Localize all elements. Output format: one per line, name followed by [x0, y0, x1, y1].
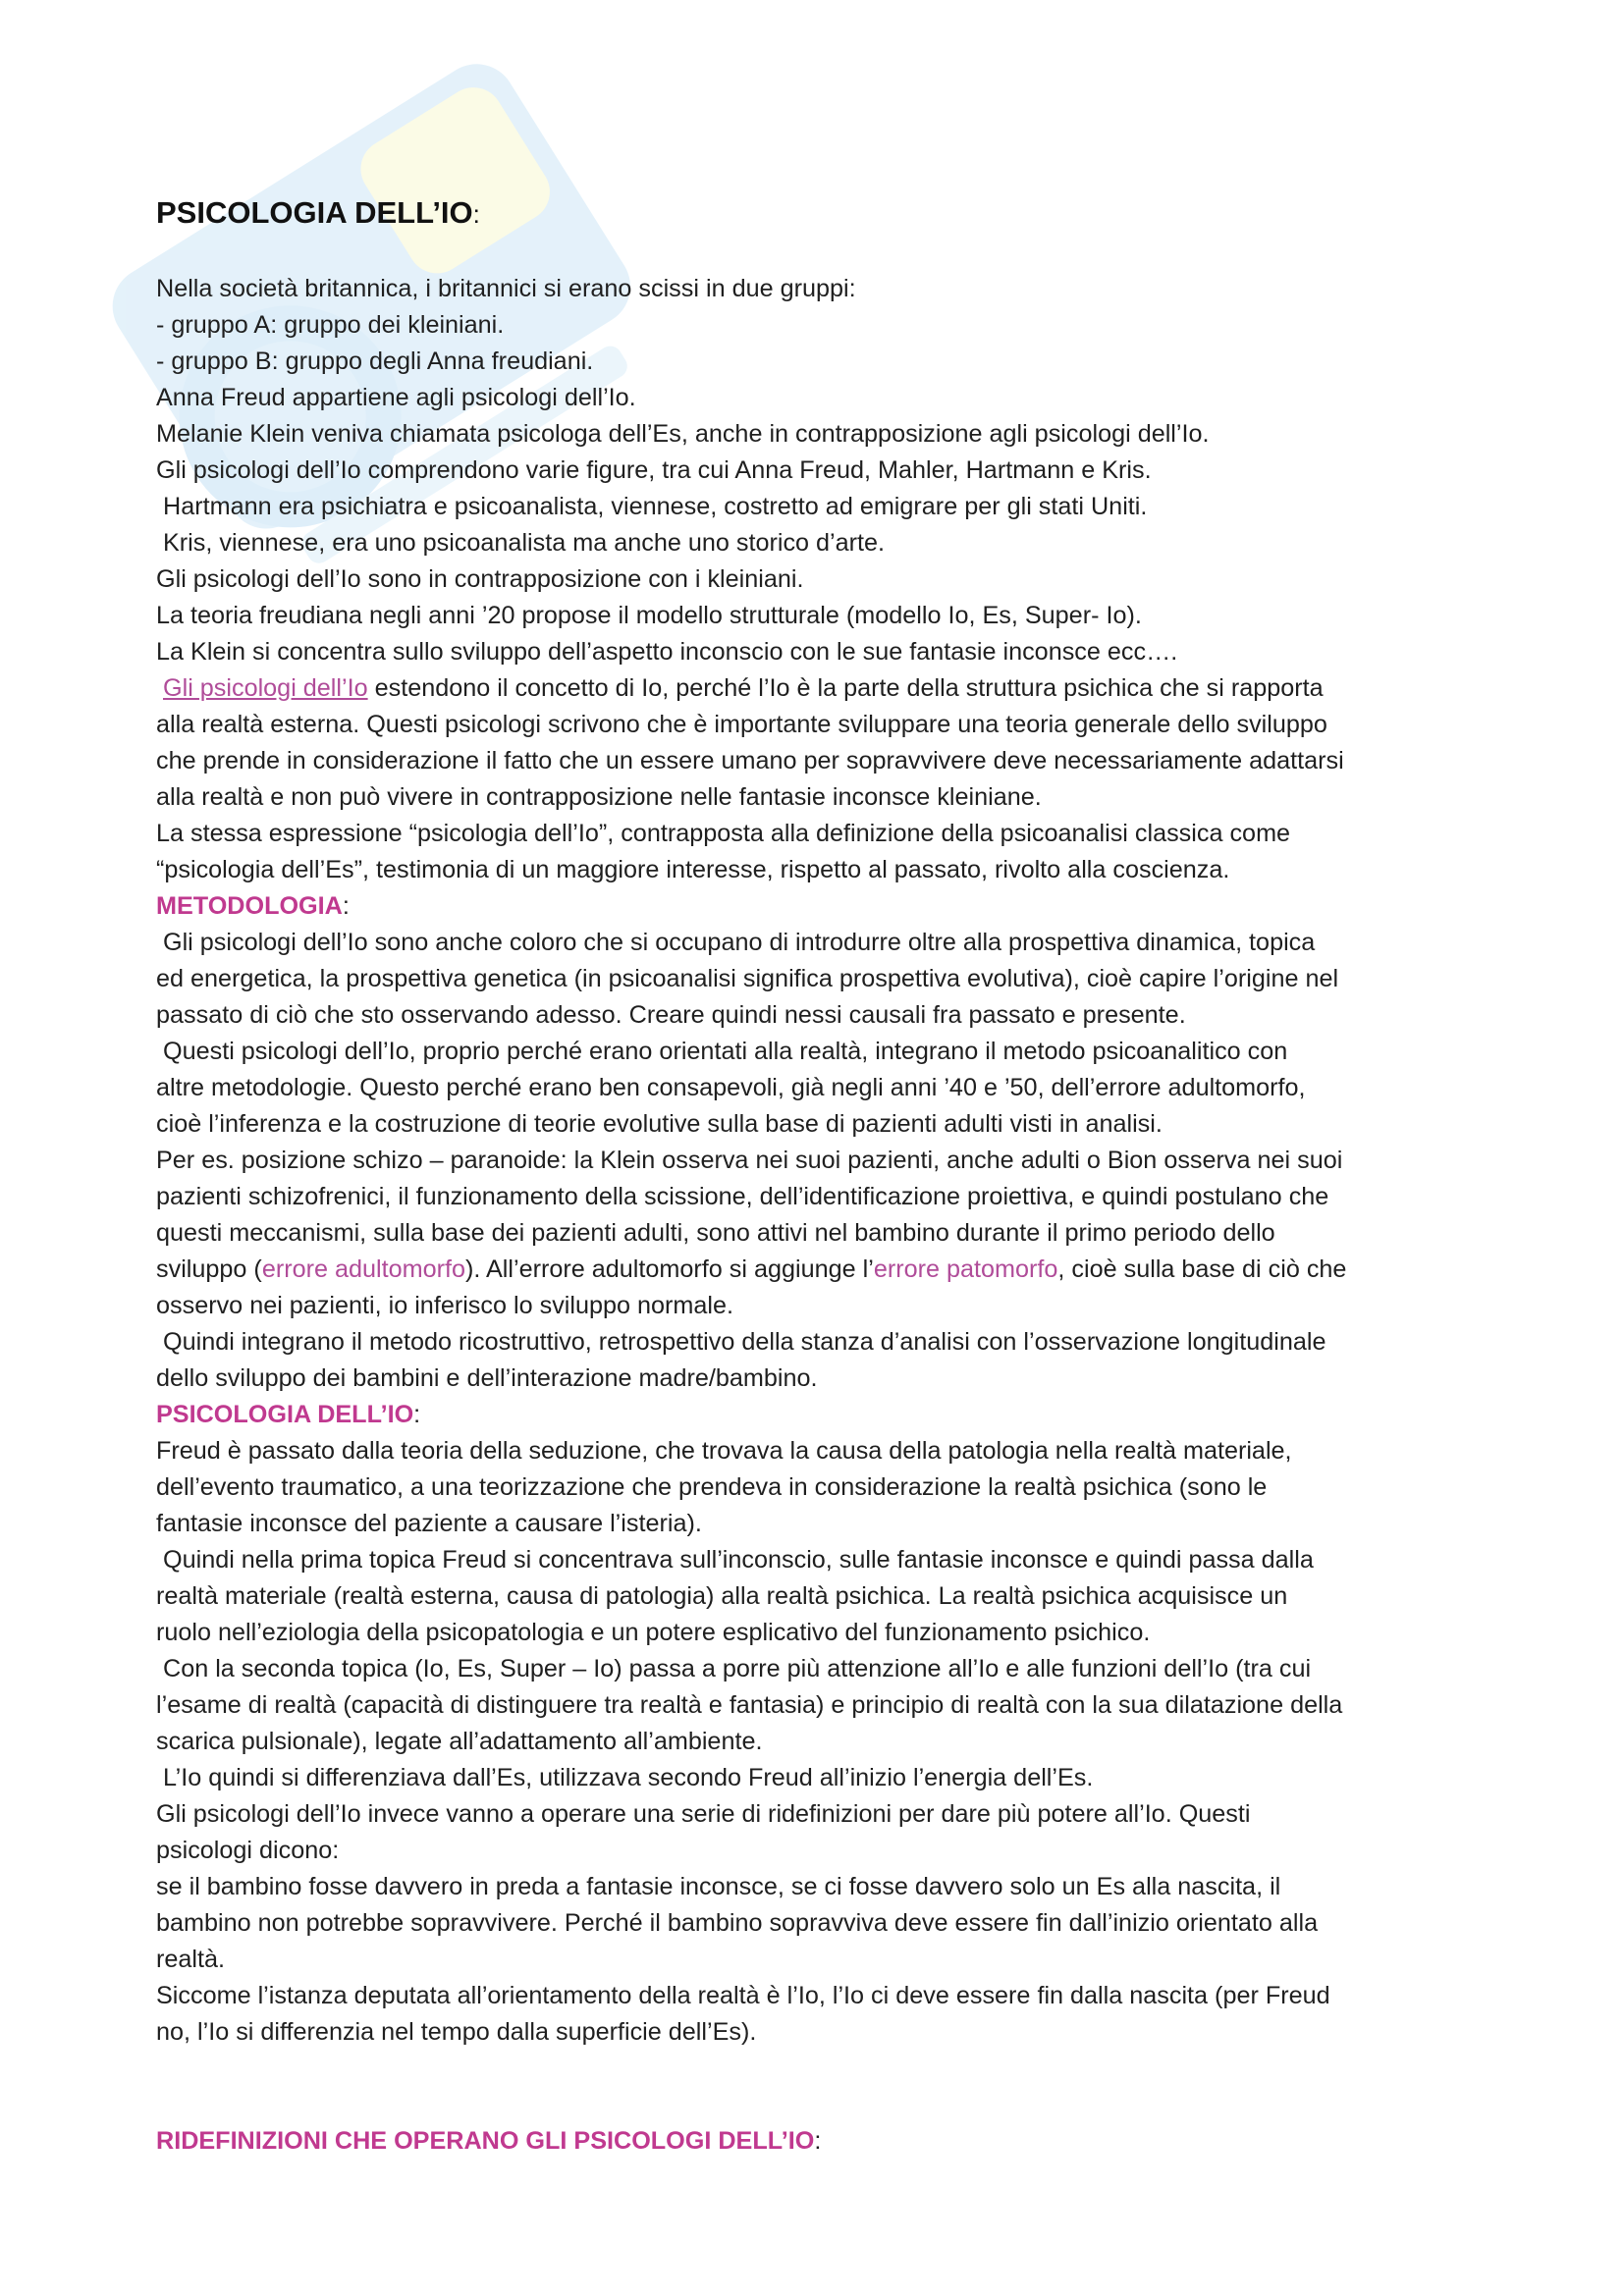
text-line: Nella società britannica, i britannici si erano scissi in due gruppi: — [156, 275, 856, 302]
text-line: passato di ciò che sto osservando adesso. Creare quindi nessi causali fra passato e presente. — [156, 1001, 1186, 1029]
text-line: Kris, viennese, era uno psicoanalista ma anche uno storico d’arte. — [156, 529, 886, 557]
errore-adultomorfo-term: errore adultomorfo — [261, 1255, 466, 1283]
metodologia-paragraph — [156, 925, 1487, 1397]
text-line: dello sviluppo dei bambini e dell’interazione madre/bambino. — [156, 1364, 818, 1392]
text-line: bambino non potrebbe sopravvivere. Perché il bambino sopravviva deve essere fin dall’inizio orientato alla — [156, 1909, 1319, 1937]
text-line: Siccome l’istanza deputata all’orientamento della realtà è l’Io, l’Io ci deve essere fin dalla nascita (per Freud — [156, 1982, 1330, 2009]
text-line: Quindi integrano il metodo ricostruttivo, retrospettivo della stanza d’analisi con l’osservazione longitudinale — [156, 1328, 1326, 1356]
text-line: Quindi nella prima topica Freud si concentrava sull’inconscio, sulle fantasie inconsce e quindi passa dalla — [156, 1546, 1314, 1574]
heading-colon: : — [342, 892, 350, 920]
heading-text: PSICOLOGIA DELL’IO — [156, 1401, 414, 1428]
heading-ridefinizioni — [156, 2123, 1487, 2160]
text-line: ruolo nell’eziologia della psicopatologia e un potere esplicativo del funzionamento psichico. — [156, 1619, 1151, 1646]
text-line: psicologi dicono: — [156, 1837, 340, 1864]
heading-colon: : — [413, 1401, 421, 1428]
text-line-with-link — [156, 670, 1487, 707]
document-title — [156, 193, 1487, 234]
text-line: l’esame di realtà (capacità di distinguere tra realtà e fantasia) e principio di realtà con la sua dilatazione della — [156, 1691, 1343, 1719]
heading-psicologia-dell-io — [156, 1397, 1487, 1433]
errore-line — [156, 1252, 1487, 1288]
text-line: La Klein si concentra sullo sviluppo dell’aspetto inconscio con le sue fantasie inconsce ecc…. — [156, 638, 1178, 666]
heading-text: RIDEFINIZIONI CHE OPERANO GLI PSICOLOGI DELL’IO — [156, 2127, 815, 2155]
text-line: altre metodologie. Questo perché erano ben consapevoli, già negli anni ’40 e ’50, dell’errore adultomorfo, — [156, 1074, 1306, 1101]
text-line: osservo nei pazienti, io inferisco lo sviluppo normale. — [156, 1292, 734, 1319]
text-line: scarica pulsionale), legate all’adattamento all’ambiente. — [156, 1728, 763, 1755]
heading-text: METODOLOGIA — [156, 892, 343, 920]
text-line: alla realtà e non può vivere in contrapposizione nelle fantasie inconsce kleiniane. — [156, 783, 1042, 811]
text-line: se il bambino fosse davvero in preda a fantasie inconsce, se ci fosse davvero solo un Es alla nascita, il — [156, 1873, 1281, 1900]
text-line: La teoria freudiana negli anni ’20 propose il modello strutturale (modello Io, Es, Super- Io). — [156, 602, 1142, 629]
text-line: questi meccanismi, sulla base dei pazienti adulti, sono attivi nel bambino durante il primo periodo dello — [156, 1219, 1275, 1247]
errore-line-a: sviluppo ( — [156, 1255, 262, 1283]
text-line: Hartmann era psichiatra e psicoanalista, viennese, costretto ad emigrare per gli stati Uniti. — [156, 493, 1148, 520]
document-title-text: PSICOLOGIA DELL’IO — [156, 195, 473, 230]
text-line: alla realtà esterna. Questi psicologi scrivono che è importante sviluppare una teoria generale dello sviluppo — [156, 711, 1327, 738]
text-line: che prende in considerazione il fatto che un essere umano per sopravvivere deve necessariamente adattarsi — [156, 747, 1344, 774]
text-line: La stessa espressione “psicologia dell’Io”, contrapposta alla definizione della psicoanalisi classica come — [156, 820, 1291, 847]
heading-metodologia — [156, 888, 1487, 925]
heading-colon: : — [814, 2127, 822, 2155]
bullet-prefix — [156, 674, 163, 702]
text-line: “psicologia dell’Es”, testimonia di un maggiore interesse, rispetto al passato, rivolto alla coscienza. — [156, 856, 1230, 883]
text-line: cioè l’inferenza e la costruzione di teorie evolutive sulla base di pazienti adulti visti in analisi. — [156, 1110, 1163, 1138]
link-line-rest: estendono il concetto di Io, perché l’Io è la parte della struttura psichica che si rapporta — [367, 674, 1324, 702]
intro-paragraph — [156, 271, 1487, 888]
errore-line-c: ). All’errore adultomorfo si aggiunge l’ — [465, 1255, 874, 1283]
title-colon: : — [472, 199, 480, 229]
text-line: - gruppo B: gruppo degli Anna freudiani. — [156, 347, 594, 375]
text-line: ed energetica, la prospettiva genetica (in psicoanalisi significa prospettiva evolutiva), cioè capire l’origine nel — [156, 965, 1339, 992]
text-line: - gruppo A: gruppo dei kleiniani. — [156, 311, 505, 339]
text-line: Gli psicologi dell’Io sono anche coloro che si occupano di introdurre oltre alla prospettiva dinamica, topica — [156, 929, 1316, 956]
text-line: fantasie inconsce del paziente a causare l’isteria). — [156, 1510, 702, 1537]
psicologi-dell-io-link[interactable]: Gli psicologi dell’Io — [163, 674, 368, 702]
document-body — [156, 193, 1487, 2160]
text-line: Per es. posizione schizo – paranoide: la Klein osserva nei suoi pazienti, anche adulti o Bion osserva nei suoi — [156, 1147, 1343, 1174]
text-line: Anna Freud appartiene agli psicologi dell’Io. — [156, 384, 636, 411]
text-line: L’Io quindi si differenziava dall’Es, utilizzava secondo Freud all’inizio l’energia dell’Es. — [156, 1764, 1094, 1791]
text-line: Gli psicologi dell’Io invece vanno a operare una serie di ridefinizioni per dare più potere all’Io. Questi — [156, 1800, 1251, 1828]
errore-line-e: , cioè sulla base di ciò che — [1057, 1255, 1347, 1283]
section-spacer — [156, 2051, 1487, 2123]
errore-patomorfo-term: errore patomorfo — [873, 1255, 1058, 1283]
freud-paragraph — [156, 1433, 1487, 2051]
text-line: Gli psicologi dell’Io comprendono varie figure, tra cui Anna Freud, Mahler, Hartmann e Kris. — [156, 456, 1152, 484]
text-line: Gli psicologi dell’Io sono in contrapposizione con i kleiniani. — [156, 565, 804, 593]
text-line: Freud è passato dalla teoria della seduzione, che trovava la causa della patologia nella realtà materiale, — [156, 1437, 1292, 1465]
text-line: Con la seconda topica (Io, Es, Super – Io) passa a porre più attenzione all’Io e alle funzioni dell’Io (tra cui — [156, 1655, 1312, 1682]
text-line: realtà. — [156, 1946, 226, 1973]
text-line: Questi psicologi dell’Io, proprio perché erano orientati alla realtà, integrano il metodo psicoanalitico con — [156, 1038, 1288, 1065]
text-line: no, l’Io si differenzia nel tempo dalla superficie dell’Es). — [156, 2018, 757, 2046]
text-line: realtà materiale (realtà esterna, causa di patologia) alla realtà psichica. La realtà psichica acquisisce un — [156, 1582, 1288, 1610]
text-line: dell’evento traumatico, a una teorizzazione che prendeva in considerazione la realtà psichica (sono le — [156, 1473, 1268, 1501]
text-line: pazienti schizofrenici, il funzionamento della scissione, dell’identificazione proiettiva, e quindi postulano che — [156, 1183, 1329, 1210]
text-line: Melanie Klein veniva chiamata psicologa dell’Es, anche in contrapposizione agli psicologi dell’Io. — [156, 420, 1210, 448]
